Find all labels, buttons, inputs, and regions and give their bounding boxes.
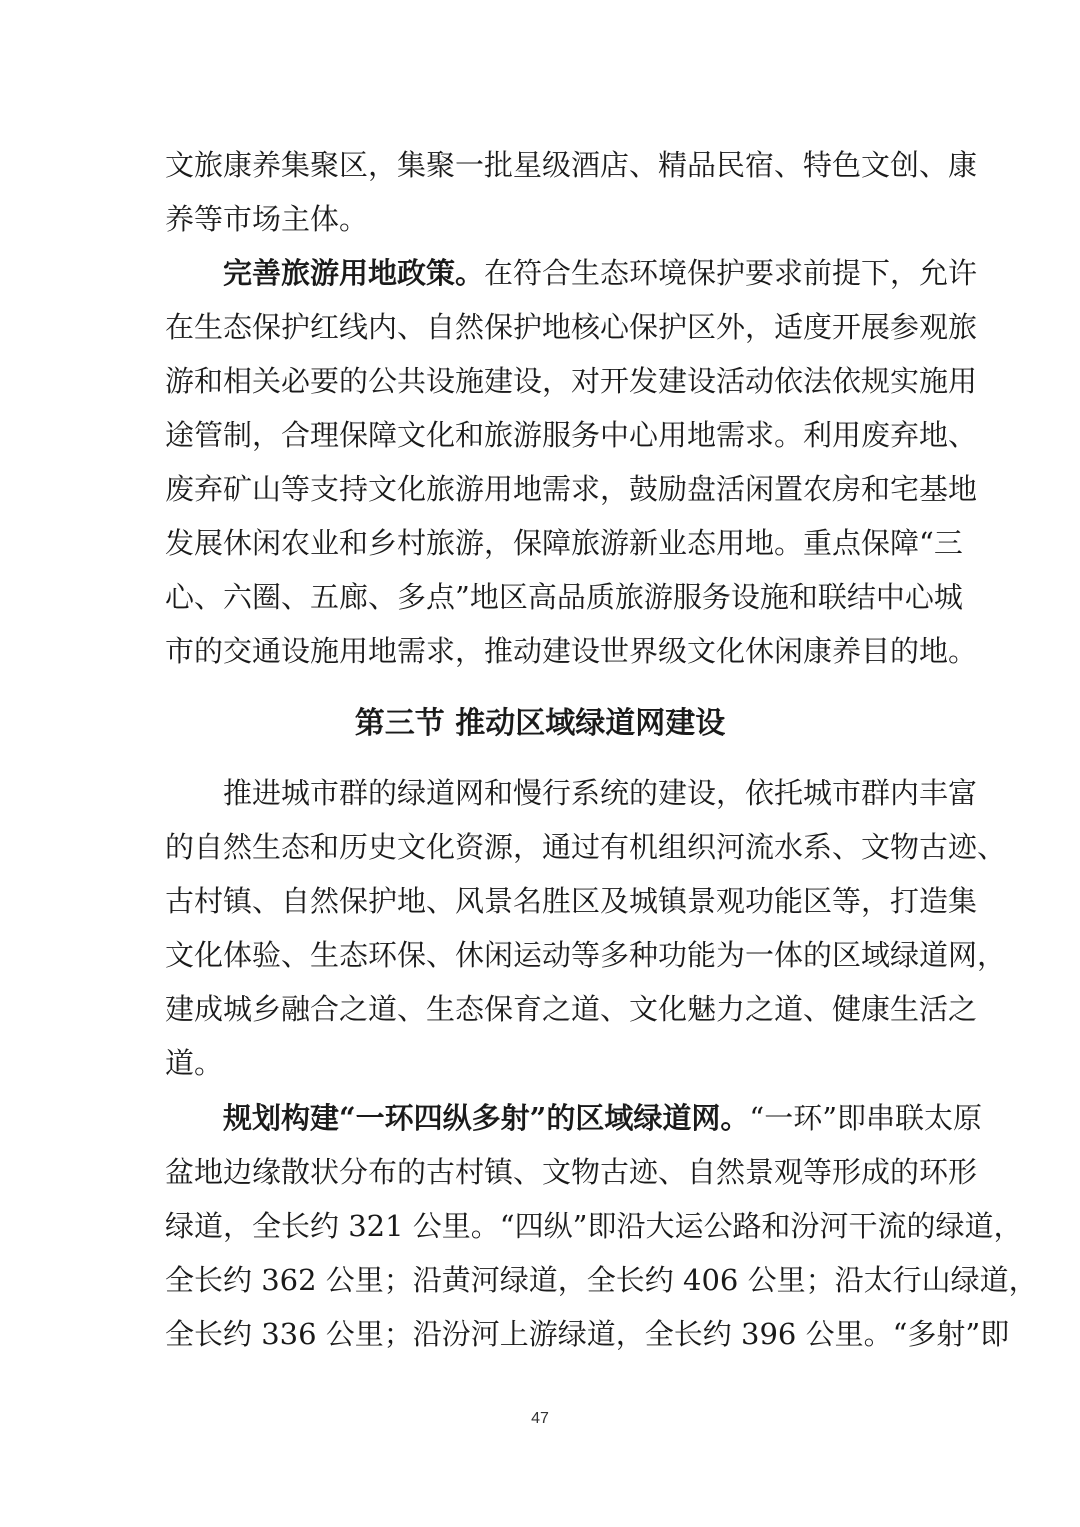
paragraph-lead-bold: 完善旅游用地政策。 <box>223 256 485 290</box>
paragraph-greenway <box>165 766 1007 1090</box>
paragraph-line: 全长约 362 公里；沿黄河绿道，全长约 406 公里；沿太行山绿道， <box>165 1263 1038 1297</box>
paragraph-line: 古村镇、自然保护地、风景名胜区及城镇景观功能区等，打造集 <box>165 884 978 918</box>
paragraph-line: 文旅康养集聚区，集聚一批星级酒店、精品民宿、特色文创、康 <box>165 148 978 182</box>
paragraph-line: 废弃矿山等支持文化旅游用地需求，鼓励盘活闲置农房和宅基地 <box>165 472 978 506</box>
paragraph-line <box>165 246 978 300</box>
page-number: 47 <box>531 1410 549 1427</box>
paragraph-lead-rest: “一环”即串联太原 <box>749 1101 983 1135</box>
paragraph-line: 盆地边缘散状分布的古村镇、文物古迹、自然景观等形成的环形 <box>165 1155 978 1189</box>
paragraph-line: 市的交通设施用地需求，推动建设世界级文化休闲康养目的地。 <box>165 634 978 668</box>
paragraph-line: 的自然生态和历史文化资源，通过有机组织河流水系、文物古迹、 <box>165 830 1007 864</box>
section-heading: 第三节 推动区域绿道网建设 <box>354 706 726 741</box>
paragraph-line: 心、六圈、五廊、多点”地区高品质旅游服务设施和联结中心城 <box>165 580 963 614</box>
paragraph-line: 在生态保护红线内、自然保护地核心保护区外，适度开展参观旅 <box>165 310 978 344</box>
paragraph-line: 推进城市群的绿道网和慢行系统的建设，依托城市群内丰富 <box>223 776 978 810</box>
paragraph-line: 文化体验、生态环保、休闲运动等多种功能为一体的区域绿道网， <box>165 938 1007 972</box>
paragraph-line <box>165 1091 983 1145</box>
paragraph-continuation <box>165 138 978 246</box>
paragraph-greenway-network <box>165 1091 1038 1361</box>
paragraph-lead-bold: 规划构建“一环四纵多射”的区域绿道网。 <box>223 1101 750 1135</box>
paragraph-line: 建成城乡融合之道、生态保育之道、文化魅力之道、健康生活之 <box>165 992 978 1026</box>
paragraph-line: 发展休闲农业和乡村旅游，保障旅游新业态用地。重点保障“三 <box>165 526 963 560</box>
paragraph-line: 全长约 336 公里；沿汾河上游绿道，全长约 396 公里。“多射”即 <box>165 1317 1010 1351</box>
paragraph-line: 道。 <box>165 1046 224 1080</box>
paragraph-lead-rest: 在符合生态环境保护要求前提下，允许 <box>484 256 978 290</box>
paragraph-land-policy <box>165 246 978 678</box>
paragraph-line: 养等市场主体。 <box>165 202 369 236</box>
paragraph-line: 绿道，全长约 321 公里。“四纵”即沿大运公路和汾河干流的绿道， <box>165 1209 1023 1243</box>
paragraph-line: 途管制，合理保障文化和旅游服务中心用地需求。利用废弃地、 <box>165 418 978 452</box>
paragraph-line: 游和相关必要的公共设施建设，对开发建设活动依法依规实施用 <box>165 364 978 398</box>
